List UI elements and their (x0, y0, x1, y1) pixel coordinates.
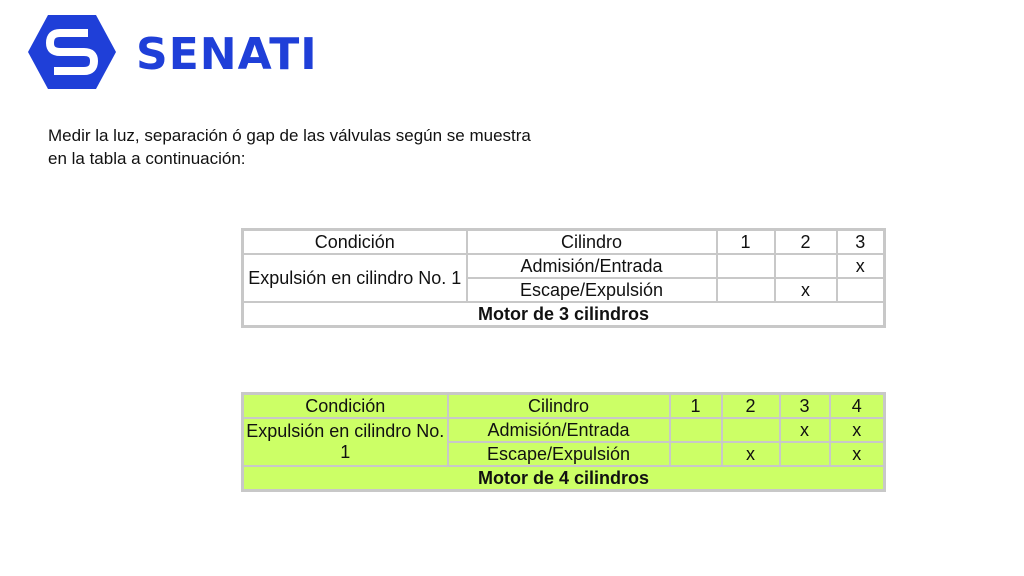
mark-cell (717, 254, 775, 278)
header-cylinder-number: 3 (837, 230, 885, 255)
mark-cell (670, 418, 722, 442)
mark-cell (775, 254, 837, 278)
row-label: Admisión/Entrada (448, 418, 670, 442)
table-row (243, 418, 885, 442)
mark-cell (780, 442, 830, 466)
row-label: Escape/Expulsión (467, 278, 717, 302)
header-condition: Condición (243, 394, 448, 419)
header-condition: Condición (243, 230, 467, 255)
valve-table-3-cylinders (241, 228, 886, 328)
condition-cell: Expulsión en cilindro No. 1 (243, 418, 448, 466)
mark-cell (717, 278, 775, 302)
intro-text: Medir la luz, separación ó gap de las válvulas según se muestra en la tabla a continuación: (48, 126, 531, 168)
mark-cell: x (830, 418, 885, 442)
header-cylinder-number: 2 (775, 230, 837, 255)
table-footer: Motor de 4 cilindros (243, 466, 885, 491)
row-label: Admisión/Entrada (467, 254, 717, 278)
table-footer-row (243, 466, 885, 491)
mark-cell: x (722, 442, 780, 466)
header-cylinder: Cilindro (448, 394, 670, 419)
table-footer-row (243, 302, 885, 327)
table-header-row (243, 230, 885, 255)
mark-cell: x (780, 418, 830, 442)
condition-cell: Expulsión en cilindro No. 1 (243, 254, 467, 302)
header-cylinder: Cilindro (467, 230, 717, 255)
logo-wordmark: SENATI (136, 29, 318, 80)
mark-cell (837, 278, 885, 302)
mark-cell: x (830, 442, 885, 466)
mark-cell: x (775, 278, 837, 302)
valve-table-4-cylinders (241, 392, 886, 492)
senati-logo-icon (26, 13, 118, 91)
header-cylinder-number: 2 (722, 394, 780, 419)
header-cylinder-number: 4 (830, 394, 885, 419)
table-footer: Motor de 3 cilindros (243, 302, 885, 327)
mark-cell (670, 442, 722, 466)
header-cylinder-number: 3 (780, 394, 830, 419)
table-row (243, 254, 885, 278)
table-header-row (243, 394, 885, 419)
mark-cell: x (837, 254, 885, 278)
mark-cell (722, 418, 780, 442)
senati-logo (26, 13, 336, 91)
header-cylinder-number: 1 (670, 394, 722, 419)
row-label: Escape/Expulsión (448, 442, 670, 466)
header-cylinder-number: 1 (717, 230, 775, 255)
